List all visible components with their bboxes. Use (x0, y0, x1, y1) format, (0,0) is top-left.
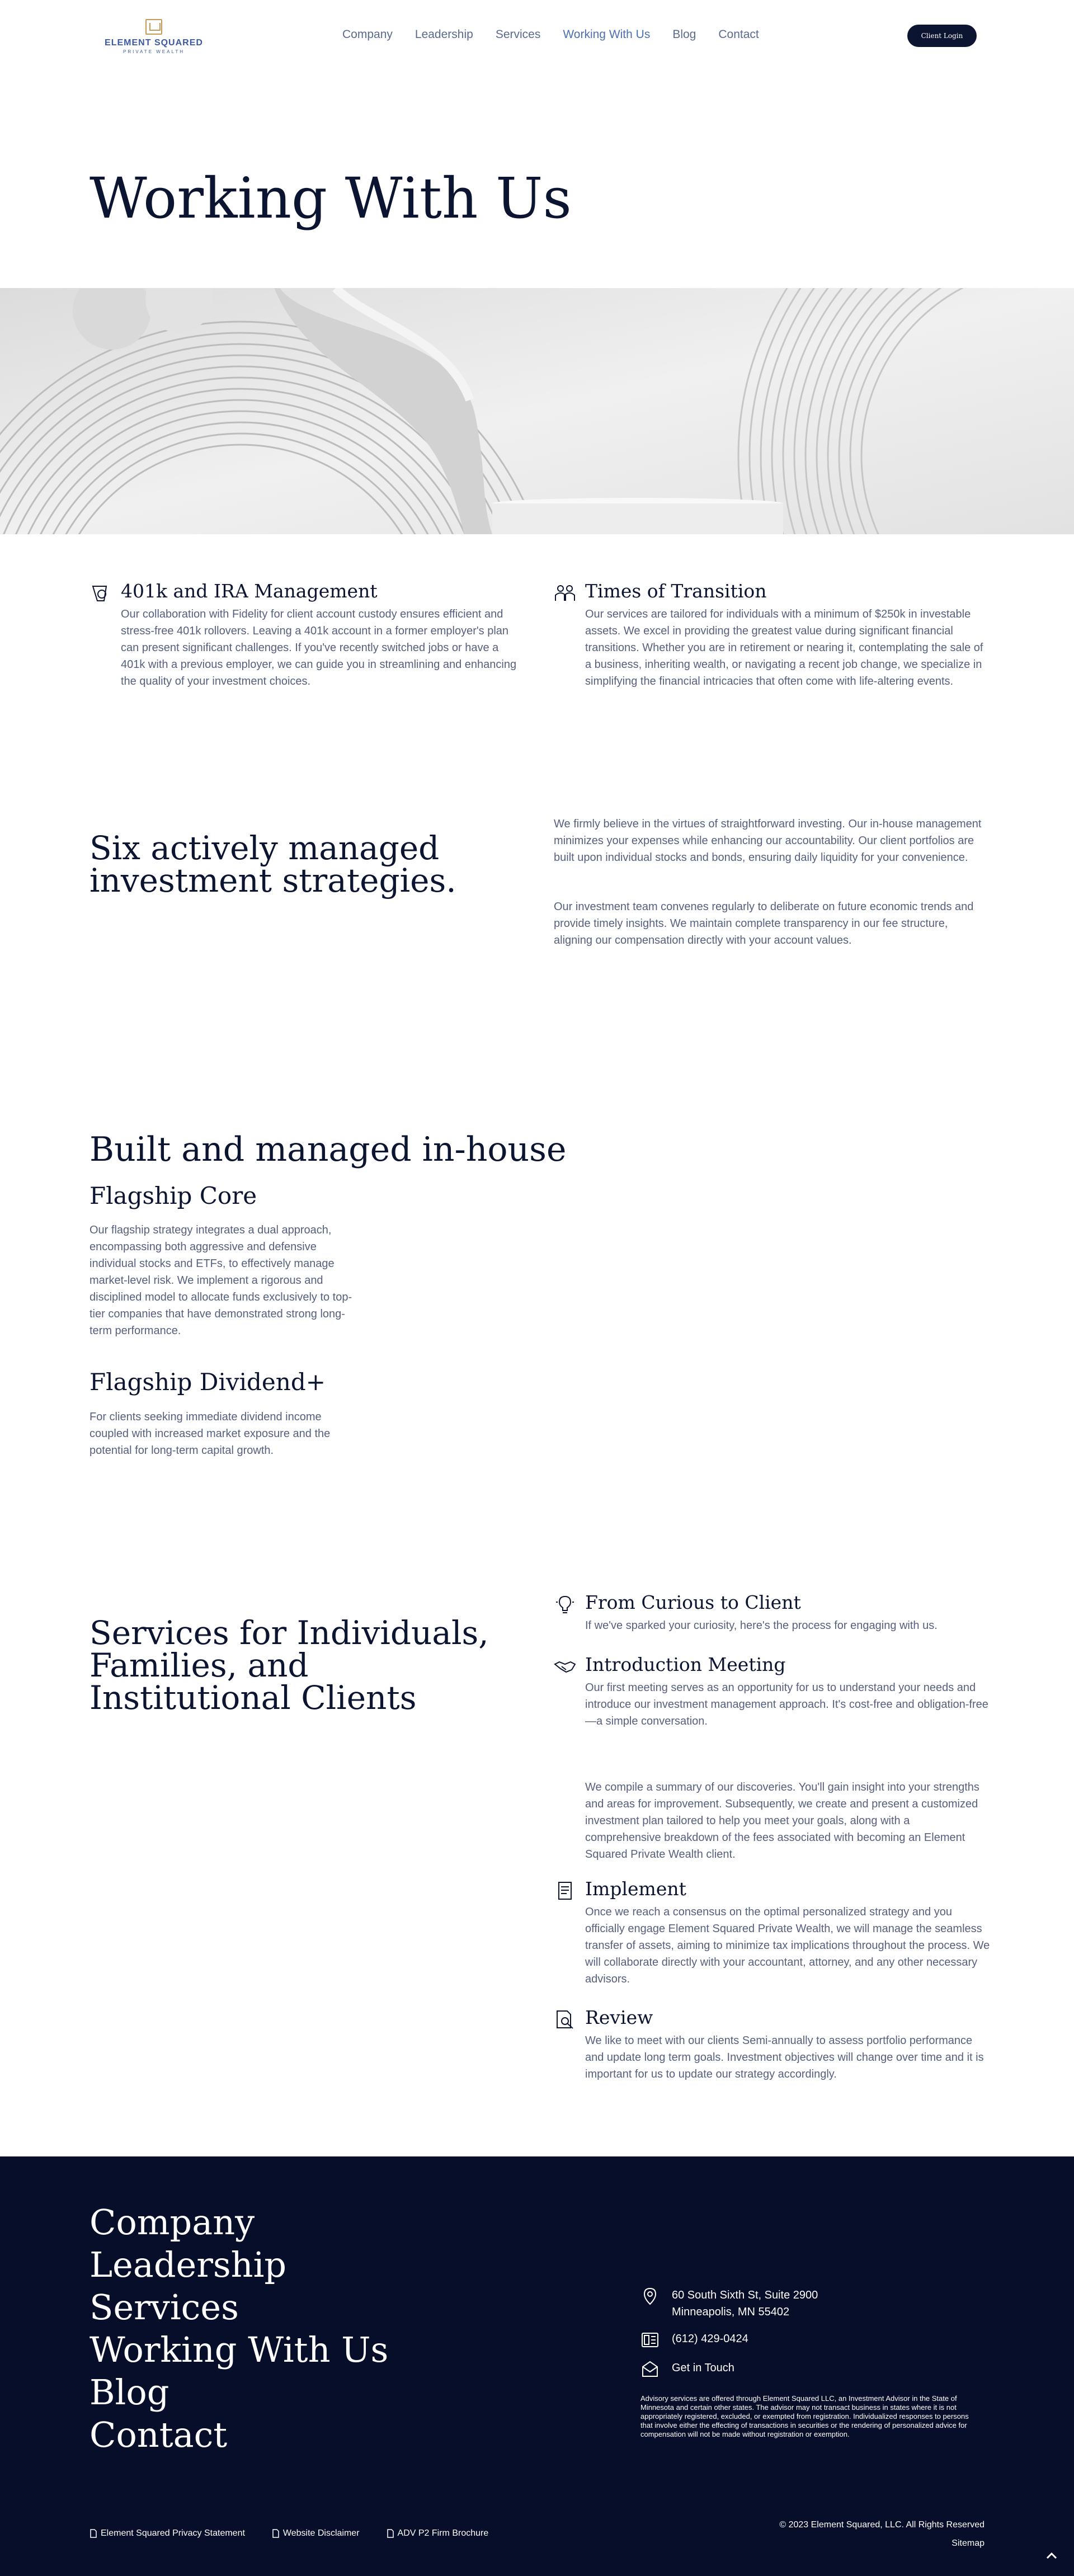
strategy-text: Our flagship strategy integrates a dual approach, encompassing both aggressive and defensive individual stocks and ETFs, to effectively manage market-level risk. We implement a rigorous and disciplined model to allocate funds exclusively to top-tier companies that have demonstrated strong long-term performance. (90, 1224, 352, 1337)
nav-company[interactable]: Company (342, 28, 393, 41)
back-to-top-chevron-icon[interactable] (1044, 2548, 1059, 2564)
logo[interactable] (103, 19, 204, 55)
legal-link-label: Website Disclaimer (282, 2528, 360, 2538)
step-title: Review (585, 2007, 653, 2028)
file-icon (272, 2529, 280, 2538)
feature-401k (90, 580, 526, 690)
step-text: Once we reach a consensus on the optimal personalized strategy and you officially engage Element Squared Private Wealth, we will manage the seamless transfer of assets, aiming to minimize tax implications throughout the process. We will collaborate directly with your accountant, attorney, and any other necessary advisors. (585, 1905, 990, 1985)
adv-brochure-link[interactable] (387, 2528, 502, 2539)
nav-working-with-us[interactable]: Working With Us (563, 28, 651, 41)
copyright: © 2023 Element Squared, LLC. All Rights Reserved (779, 2520, 984, 2530)
footer-nav-contact[interactable]: Contact (90, 2414, 228, 2455)
website-disclaimer-link[interactable] (272, 2528, 373, 2539)
footer-nav-company[interactable]: Company (90, 2202, 255, 2243)
step-curious (554, 1591, 990, 1634)
address-line-2: Minneapolis, MN 55402 (672, 2306, 790, 2318)
step-summary-text: We compile a summary of our discoveries. You'll gain insight into your strengths and areas for improvement. Subsequently, we create and present a customized investment plan tailored to help you meet your goals, along with a comprehensive breakdown of the fees associated with becoming an Element Squared Private Wealth client. (585, 1781, 979, 1861)
phone-icon (640, 2330, 660, 2349)
strategy-title: Flagship Core (90, 1182, 257, 1209)
mail-icon (640, 2360, 660, 2379)
feature-text: Our services are tailored for individuals with a minimum of $250k in investable assets. We excel in providing the greatest value during significant financial transitions. Whether you are in retirement or nearing it, contemplating the sale of a business, inheriting wealth, or navigating a recent job change, we specialize in simplifying the financial intricacies that often come with life-altering events. (585, 607, 983, 687)
footer-phone[interactable] (640, 2330, 748, 2347)
hero-banner-image (0, 288, 1074, 534)
feature-title: Times of Transition (585, 580, 767, 602)
footer-address[interactable] (640, 2287, 818, 2320)
step-implement (554, 1877, 990, 1988)
step-text: We like to meet with our clients Semi-annually to assess portfolio performance and update long term goals. Investment objectives will change over time and it is important for us to update our strategy accordingly. (585, 2034, 984, 2080)
strategies-heading: Six actively managed investment strategies. (90, 829, 456, 900)
footer-nav (90, 2201, 388, 2456)
footer-nav-blog[interactable]: Blog (90, 2372, 169, 2413)
nav-contact[interactable]: Contact (718, 28, 759, 41)
strategy-text: For clients seeking immediate dividend income coupled with increased market exposure and the potential for long-term capital growth. (90, 1411, 331, 1457)
nav-services[interactable]: Services (495, 28, 541, 41)
piggy-bank-icon (90, 582, 112, 604)
strategies-paragraph-1: We firmly believe in the virtues of straightforward investing. Our in-house management minimizes your expenses while enhancing our accountability. Our client portfolios are built upon individual stocks and bonds, ensuring daily liquidity for your convenience. (554, 818, 982, 864)
step-title: Introduction Meeting (585, 1654, 786, 1675)
footer-get-in-touch[interactable] (640, 2360, 734, 2376)
main-nav (342, 28, 781, 45)
nav-leadership[interactable]: Leadership (414, 28, 473, 41)
page-title: Working With Us (90, 166, 572, 231)
address-line-1: 60 South Sixth St, Suite 2900 (672, 2289, 818, 2301)
logo-subtitle: PRIVATE WEALTH (123, 49, 185, 54)
step-title: Implement (585, 1878, 686, 1900)
review-search-icon (554, 2008, 576, 2031)
document-icon (554, 1880, 576, 1902)
strategies-paragraph-2: Our investment team convenes regularly to deliberate on future economic trends and provide timely insights. We maintain complete transparency in our fee structure, aligning our compensation directly with your account values. (554, 901, 974, 946)
get-in-touch-link: Get in Touch (672, 2362, 734, 2374)
legal-link-label: Element Squared Privacy Statement (101, 2528, 245, 2538)
footer-nav-services[interactable]: Services (90, 2287, 239, 2328)
sitemap-link[interactable]: Sitemap (951, 2539, 984, 2548)
file-icon (387, 2529, 394, 2538)
step-title: From Curious to Client (585, 1591, 801, 1613)
step-text: Our first meeting serves as an opportunity for us to understand your needs and introduce our investment management approach. It's cost-free and obligation-free—a simple conversation. (585, 1681, 988, 1727)
feature-title: 401k and IRA Management (121, 580, 378, 602)
step-text: If we've sparked your curiosity, here's the process for engaging with us. (585, 1619, 938, 1632)
step-review (554, 2006, 990, 2083)
lightbulb-icon (554, 1593, 576, 1616)
step-intro-meeting (554, 1653, 990, 1730)
site-header (0, 0, 1074, 73)
legal-links (90, 2528, 515, 2539)
phone-number: (612) 429-0424 (672, 2333, 748, 2345)
legal-link-label: ADV P2 Firm Brochure (397, 2528, 489, 2538)
footer-nav-leadership[interactable]: Leadership (90, 2244, 287, 2285)
logo-mark-icon (145, 19, 162, 35)
logo-name: ELEMENT SQUARED (105, 38, 203, 48)
privacy-statement-link[interactable] (90, 2528, 258, 2539)
footer-disclaimer: Advisory services are offered through Element Squared LLC, an Investment Advisor in the State of Minnesota and certain other states. The advisor may not transact business in states where it is not appropriately registered, excluded, or exempted from registration. Individualized responses to persons that involve either the effecting of transactions in securities or the rendering of personalized advice for compensation will not be made without registration or exemption. (640, 2394, 969, 2438)
location-pin-icon (640, 2287, 660, 2306)
people-icon (554, 582, 576, 604)
nav-blog[interactable]: Blog (672, 28, 696, 41)
inhouse-heading: Built and managed in-house (90, 1130, 567, 1169)
feature-text: Our collaboration with Fidelity for client account custody ensures efficient and stress-free 401k rollovers. Leaving a 401k account in a former employer's plan can present significant challenges. If you've recently switched jobs or have a 401k with a previous employer, we can guide you in streamlining and enhancing the quality of your investment choices. (121, 607, 517, 687)
services-heading: Services for Individuals, Families, and Institutional Clients (90, 1614, 489, 1717)
client-login-button[interactable]: Client Login (907, 25, 977, 47)
strategy-title: Flagship Dividend+ (90, 1368, 326, 1396)
footer-nav-working-with-us[interactable]: Working With Us (90, 2329, 389, 2370)
feature-transition (554, 580, 990, 690)
abstract-sculpture-image (0, 288, 1074, 534)
file-icon (90, 2529, 97, 2538)
handshake-icon (554, 1655, 576, 1678)
